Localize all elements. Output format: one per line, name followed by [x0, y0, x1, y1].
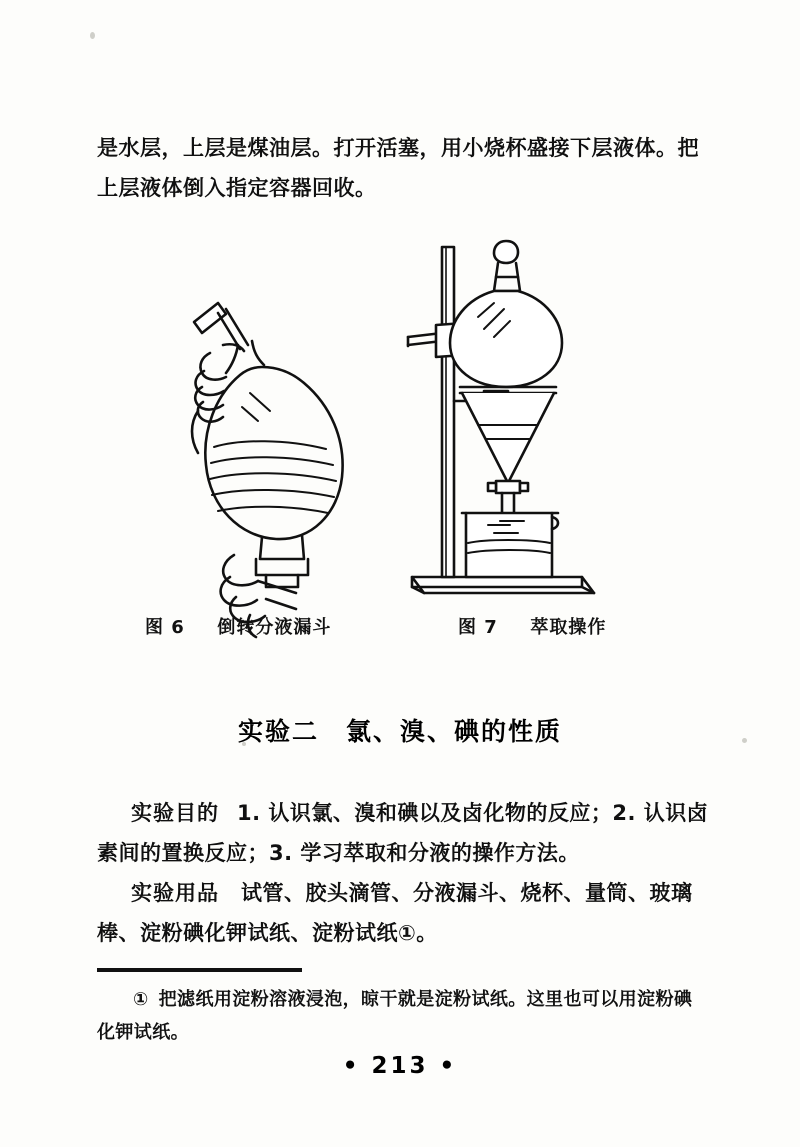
figure-7-label: 图 7: [458, 617, 498, 638]
footnote: [97, 983, 697, 1049]
figure-7-caption: [458, 613, 606, 639]
figure-6-label: 图 6: [145, 617, 185, 638]
purpose-label: 实验目的: [131, 801, 219, 825]
purpose-text: 1. 认识氯、溴和碘以及卤化物的反应；2. 认识卤素间的置换反应；3. 学习萃取和分液的操作方法。: [97, 801, 709, 865]
paper-speck: [90, 32, 95, 39]
footnote-marker: ①: [133, 989, 149, 1010]
figure-6-caption: [145, 613, 331, 639]
experiment-materials-block: [97, 873, 709, 953]
figure-area: [90, 225, 710, 645]
footnote-divider: [97, 968, 302, 972]
experiment-purpose-block: [97, 793, 709, 873]
materials-text: 试管、胶头滴管、分液漏斗、烧杯、量筒、玻璃棒、淀粉碘化钾试纸、淀粉试纸①。: [97, 881, 693, 945]
footnote-text: 把滤纸用淀粉溶液浸泡，晾干就是淀粉试纸。这里也可以用淀粉碘化钾试纸。: [97, 989, 693, 1043]
section-heading: 实验二 氯、溴、碘的性质: [237, 717, 562, 746]
page-number: • 213 •: [342, 1053, 458, 1079]
intro-paragraph: 是水层，上层是煤油层。打开活塞，用小烧杯盛接下层液体。把上层液体倒入指定容器回收。: [97, 136, 699, 200]
figures-illustration: [90, 225, 710, 645]
materials-label: 实验用品: [131, 881, 219, 905]
figure-6-text: 倒转分液漏斗: [217, 617, 332, 638]
figure-7-text: 萃取操作: [530, 617, 607, 638]
